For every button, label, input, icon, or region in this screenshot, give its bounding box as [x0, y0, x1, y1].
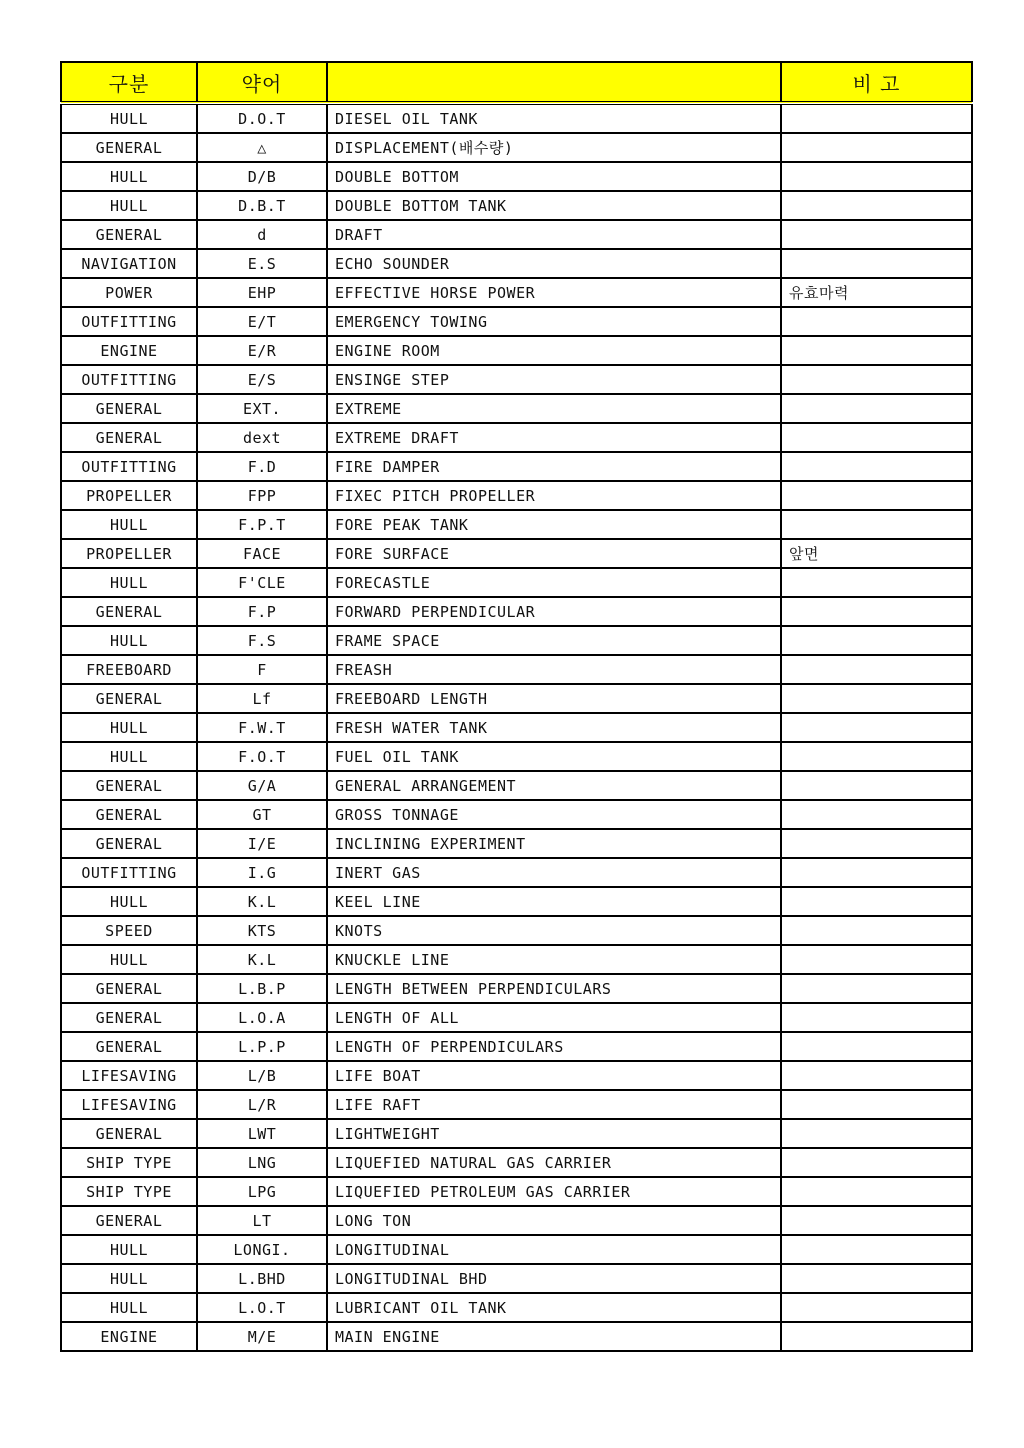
remarks-cell [781, 713, 972, 742]
description-cell: FREEBOARD LENGTH [327, 684, 781, 713]
abbreviation-cell: EXT. [197, 394, 327, 423]
table-row [61, 452, 972, 481]
table-row [61, 162, 972, 191]
category-cell: GENERAL [61, 1119, 197, 1148]
table-row [61, 1264, 972, 1293]
abbreviation-cell: F.S [197, 626, 327, 655]
remarks-cell [781, 1090, 972, 1119]
description-cell: DOUBLE BOTTOM [327, 162, 781, 191]
category-cell: ENGINE [61, 1322, 197, 1351]
table-row [61, 539, 972, 568]
table-row [61, 249, 972, 278]
description-cell: KEEL LINE [327, 887, 781, 916]
category-cell: SHIP TYPE [61, 1148, 197, 1177]
category-cell: HULL [61, 103, 197, 133]
remarks-cell [781, 684, 972, 713]
table-row [61, 800, 972, 829]
remarks-cell [781, 771, 972, 800]
category-cell: POWER [61, 278, 197, 307]
remarks-cell: 앞면 [781, 539, 972, 568]
description-cell: EXTREME DRAFT [327, 423, 781, 452]
remarks-cell [781, 423, 972, 452]
description-cell: FIXEC PITCH PROPELLER [327, 481, 781, 510]
category-cell: GENERAL [61, 423, 197, 452]
category-cell: HULL [61, 742, 197, 771]
table-row [61, 1090, 972, 1119]
abbreviation-cell: D.O.T [197, 103, 327, 133]
table-row [61, 1148, 972, 1177]
abbreviation-cell: F'CLE [197, 568, 327, 597]
abbreviation-cell: L/B [197, 1061, 327, 1090]
remarks-cell [781, 742, 972, 771]
category-cell: NAVIGATION [61, 249, 197, 278]
description-cell: FUEL OIL TANK [327, 742, 781, 771]
abbreviation-cell: G/A [197, 771, 327, 800]
category-cell: HULL [61, 162, 197, 191]
description-cell: FORECASTLE [327, 568, 781, 597]
category-cell: GENERAL [61, 829, 197, 858]
category-cell: HULL [61, 945, 197, 974]
header-category: 구분 [61, 62, 197, 103]
abbreviation-cell: GT [197, 800, 327, 829]
category-cell: PROPELLER [61, 481, 197, 510]
remarks-cell [781, 1032, 972, 1061]
abbreviation-cell: D.B.T [197, 191, 327, 220]
abbreviation-cell: LONGI. [197, 1235, 327, 1264]
category-cell: FREEBOARD [61, 655, 197, 684]
abbreviation-cell: F.P.T [197, 510, 327, 539]
table-row [61, 742, 972, 771]
remarks-cell [781, 481, 972, 510]
table-row [61, 1235, 972, 1264]
description-cell: ECHO SOUNDER [327, 249, 781, 278]
table-row [61, 1003, 972, 1032]
abbreviation-cell: K.L [197, 887, 327, 916]
abbreviation-cell: I/E [197, 829, 327, 858]
remarks-cell [781, 191, 972, 220]
table-row [61, 655, 972, 684]
abbreviation-cell: FACE [197, 539, 327, 568]
abbreviation-cell: E.S [197, 249, 327, 278]
abbreviation-cell: F.D [197, 452, 327, 481]
table-row [61, 1119, 972, 1148]
category-cell: OUTFITTING [61, 858, 197, 887]
category-cell: LIFESAVING [61, 1090, 197, 1119]
description-cell: LONGITUDINAL BHD [327, 1264, 781, 1293]
abbreviation-cell: LWT [197, 1119, 327, 1148]
table-row [61, 220, 972, 249]
description-cell: KNUCKLE LINE [327, 945, 781, 974]
remarks-cell [781, 365, 972, 394]
abbreviation-cell: E/S [197, 365, 327, 394]
abbreviation-cell: F.W.T [197, 713, 327, 742]
remarks-cell [781, 1293, 972, 1322]
category-cell: GENERAL [61, 394, 197, 423]
description-cell: FRAME SPACE [327, 626, 781, 655]
remarks-cell [781, 945, 972, 974]
category-cell: ENGINE [61, 336, 197, 365]
category-cell: GENERAL [61, 597, 197, 626]
abbreviation-cell: FPP [197, 481, 327, 510]
category-cell: HULL [61, 191, 197, 220]
description-cell: EFFECTIVE HORSE POWER [327, 278, 781, 307]
table-row [61, 510, 972, 539]
abbreviation-cell: dext [197, 423, 327, 452]
header-description [327, 62, 781, 103]
description-cell: LIQUEFIED NATURAL GAS CARRIER [327, 1148, 781, 1177]
category-cell: GENERAL [61, 133, 197, 162]
remarks-cell [781, 249, 972, 278]
table-row [61, 1177, 972, 1206]
description-cell: LIFE BOAT [327, 1061, 781, 1090]
remarks-cell [781, 1235, 972, 1264]
remarks-cell [781, 1061, 972, 1090]
description-cell: FORE PEAK TANK [327, 510, 781, 539]
table-row [61, 394, 972, 423]
description-cell: GROSS TONNAGE [327, 800, 781, 829]
category-cell: PROPELLER [61, 539, 197, 568]
description-cell: DIESEL OIL TANK [327, 103, 781, 133]
category-cell: HULL [61, 713, 197, 742]
category-cell: HULL [61, 1293, 197, 1322]
table-row [61, 916, 972, 945]
table-row [61, 278, 972, 307]
category-cell: HULL [61, 568, 197, 597]
table-row [61, 771, 972, 800]
abbreviation-cell: L.B.P [197, 974, 327, 1003]
abbreviation-cell: Lf [197, 684, 327, 713]
description-cell: LUBRICANT OIL TANK [327, 1293, 781, 1322]
table-row [61, 597, 972, 626]
category-cell: GENERAL [61, 1032, 197, 1061]
description-cell: DRAFT [327, 220, 781, 249]
description-cell: FREASH [327, 655, 781, 684]
abbreviation-cell: L.O.A [197, 1003, 327, 1032]
abbreviation-sheet [60, 61, 971, 1352]
abbreviation-cell: L.BHD [197, 1264, 327, 1293]
table-row [61, 626, 972, 655]
description-cell: INCLINING EXPERIMENT [327, 829, 781, 858]
abbreviation-cell: I.G [197, 858, 327, 887]
table-body [61, 103, 972, 1351]
table-row [61, 568, 972, 597]
category-cell: HULL [61, 1264, 197, 1293]
abbreviation-cell: M/E [197, 1322, 327, 1351]
remarks-cell [781, 568, 972, 597]
table-row [61, 684, 972, 713]
category-cell: HULL [61, 1235, 197, 1264]
description-cell: ENGINE ROOM [327, 336, 781, 365]
description-cell: INERT GAS [327, 858, 781, 887]
table-row [61, 1293, 972, 1322]
description-cell: LENGTH BETWEEN PERPENDICULARS [327, 974, 781, 1003]
remarks-cell [781, 510, 972, 539]
category-cell: SHIP TYPE [61, 1177, 197, 1206]
table-row [61, 1206, 972, 1235]
description-cell: LENGTH OF ALL [327, 1003, 781, 1032]
abbreviation-cell: L.P.P [197, 1032, 327, 1061]
category-cell: OUTFITTING [61, 452, 197, 481]
remarks-cell: 유효마력 [781, 278, 972, 307]
header-abbreviation: 약어 [197, 62, 327, 103]
category-cell: GENERAL [61, 771, 197, 800]
description-cell: FORWARD PERPENDICULAR [327, 597, 781, 626]
category-cell: HULL [61, 626, 197, 655]
description-cell: LONG TON [327, 1206, 781, 1235]
table-row [61, 133, 972, 162]
table-row [61, 307, 972, 336]
description-cell: EMERGENCY TOWING [327, 307, 781, 336]
abbreviation-cell: F.O.T [197, 742, 327, 771]
remarks-cell [781, 452, 972, 481]
remarks-cell [781, 1148, 972, 1177]
abbreviation-cell: d [197, 220, 327, 249]
category-cell: SPEED [61, 916, 197, 945]
category-cell: GENERAL [61, 800, 197, 829]
description-cell: LENGTH OF PERPENDICULARS [327, 1032, 781, 1061]
remarks-cell [781, 858, 972, 887]
table-row [61, 1322, 972, 1351]
table-header-row [61, 62, 972, 103]
category-cell: GENERAL [61, 974, 197, 1003]
remarks-cell [781, 1003, 972, 1032]
abbreviation-cell: F [197, 655, 327, 684]
table-row [61, 887, 972, 916]
remarks-cell [781, 626, 972, 655]
description-cell: DISPLACEMENT(배수량) [327, 133, 781, 162]
abbreviation-cell: KTS [197, 916, 327, 945]
header-remarks: 비 고 [781, 62, 972, 103]
table-row [61, 829, 972, 858]
remarks-cell [781, 800, 972, 829]
description-cell: LONGITUDINAL [327, 1235, 781, 1264]
description-cell: ENSINGE STEP [327, 365, 781, 394]
remarks-cell [781, 1119, 972, 1148]
table-row [61, 191, 972, 220]
abbreviation-cell: LT [197, 1206, 327, 1235]
category-cell: GENERAL [61, 1206, 197, 1235]
remarks-cell [781, 307, 972, 336]
remarks-cell [781, 220, 972, 249]
abbreviation-cell: E/R [197, 336, 327, 365]
remarks-cell [781, 974, 972, 1003]
abbreviation-cell: E/T [197, 307, 327, 336]
description-cell: FIRE DAMPER [327, 452, 781, 481]
abbreviation-cell: △ [197, 133, 327, 162]
table-row [61, 945, 972, 974]
description-cell: DOUBLE BOTTOM TANK [327, 191, 781, 220]
description-cell: LIGHTWEIGHT [327, 1119, 781, 1148]
table-row [61, 1061, 972, 1090]
remarks-cell [781, 916, 972, 945]
table-row [61, 858, 972, 887]
remarks-cell [781, 1177, 972, 1206]
table-row [61, 713, 972, 742]
description-cell: KNOTS [327, 916, 781, 945]
description-cell: GENERAL ARRANGEMENT [327, 771, 781, 800]
category-cell: OUTFITTING [61, 307, 197, 336]
abbreviation-cell: D/B [197, 162, 327, 191]
abbreviation-cell: K.L [197, 945, 327, 974]
remarks-cell [781, 336, 972, 365]
category-cell: HULL [61, 510, 197, 539]
category-cell: OUTFITTING [61, 365, 197, 394]
table-row [61, 103, 972, 133]
abbreviation-cell: L.O.T [197, 1293, 327, 1322]
abbreviation-cell: EHP [197, 278, 327, 307]
table-row [61, 365, 972, 394]
description-cell: FORE SURFACE [327, 539, 781, 568]
table-row [61, 974, 972, 1003]
category-cell: HULL [61, 887, 197, 916]
abbreviation-cell: LPG [197, 1177, 327, 1206]
description-cell: MAIN ENGINE [327, 1322, 781, 1351]
category-cell: GENERAL [61, 684, 197, 713]
description-cell: LIFE RAFT [327, 1090, 781, 1119]
table-row [61, 481, 972, 510]
category-cell: LIFESAVING [61, 1061, 197, 1090]
remarks-cell [781, 1322, 972, 1351]
remarks-cell [781, 887, 972, 916]
remarks-cell [781, 133, 972, 162]
remarks-cell [781, 1264, 972, 1293]
remarks-cell [781, 597, 972, 626]
abbreviation-cell: L/R [197, 1090, 327, 1119]
table-row [61, 336, 972, 365]
table-row [61, 1032, 972, 1061]
category-cell: GENERAL [61, 1003, 197, 1032]
remarks-cell [781, 1206, 972, 1235]
description-cell: EXTREME [327, 394, 781, 423]
remarks-cell [781, 655, 972, 684]
abbreviation-cell: LNG [197, 1148, 327, 1177]
remarks-cell [781, 394, 972, 423]
category-cell: GENERAL [61, 220, 197, 249]
remarks-cell [781, 103, 972, 133]
remarks-cell [781, 162, 972, 191]
remarks-cell [781, 829, 972, 858]
description-cell: FRESH WATER TANK [327, 713, 781, 742]
abbreviation-cell: F.P [197, 597, 327, 626]
abbreviation-table [60, 61, 973, 1352]
description-cell: LIQUEFIED PETROLEUM GAS CARRIER [327, 1177, 781, 1206]
table-row [61, 423, 972, 452]
